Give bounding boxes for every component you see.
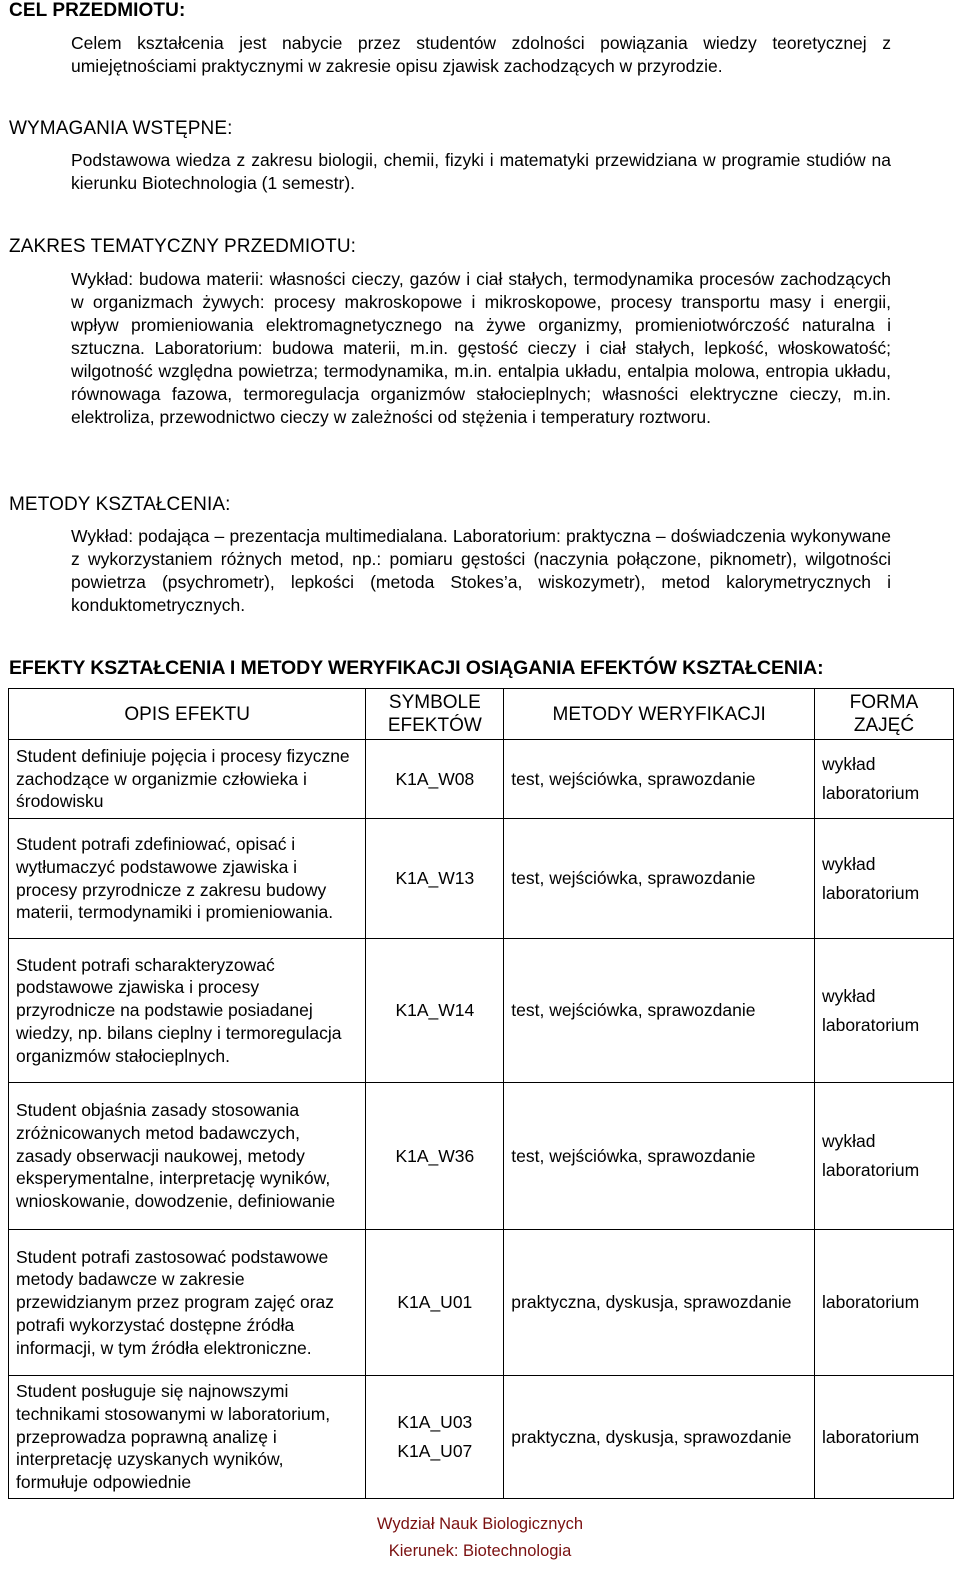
wymagania-heading: WYMAGANIA WSTĘPNE: [9,118,233,139]
metody-heading: METODY KSZTAŁCENIA: [9,494,231,515]
symbol: K1A_W36 [395,1145,475,1166]
forma-item: laboratorium [821,1426,920,1447]
symbole-cell [366,740,504,819]
symbol: K1A_W13 [395,868,475,888]
symbol: K1A_U01 [397,1292,473,1312]
symbole-cell [366,1230,504,1376]
forma-cell [814,740,953,819]
forma-item: wykład [821,1131,876,1151]
forma-item: laboratorium [821,1292,920,1312]
efekty-heading: EFEKTY KSZTAŁCENIA I METODY WERYFIKACJI OSIĄGANIA EFEKTÓW KSZTAŁCENIA: [9,657,824,679]
table-row [9,939,954,1083]
metody-cell: test, wejściówka, sprawozdanie [504,1083,815,1230]
forma-cell [814,1230,953,1376]
metody-cell: test, wejściówka, sprawozdanie [504,819,815,939]
metody-text: Wykład: podająca – prezentacja multimedialana. Laboratorium: praktyczna – doświadczenia wykonywane z wykorzystaniem różnych metod, np.: pomiaru gęstości (naczynia połączone, piknometr), wilgotności powietrza (psychrometr), lepkości (metoda Stokes’a, wiskozymetr), metod kalorymetrycznych i konduktometrycznych. [71,526,891,615]
opis-cell: Student objaśnia zasady stosowania zróżnicowanych metod badawczych, zasady obserwacji naukowej, metody eksperymentalne, interpretację wyników, wnioskowanie, dowodzenie, definiowanie [9,1083,366,1230]
symbole-cell [366,1083,504,1230]
opis-cell: Student potrafi zastosować podstawowe metody badawcze w zakresie przewidzianym przez program zajęć oraz potrafi wykorzystać dostępne źródła informacji, w tym źródła elektroniczne. [9,1230,366,1376]
forma-item: laboratorium [821,882,920,903]
table-row [9,1230,954,1376]
symbole-cell [366,819,504,939]
cel-heading: CEL PRZEDMIOTU: [9,0,186,21]
symbol: K1A_W14 [395,1000,475,1020]
metody-cell: praktyczna, dyskusja, sprawozdanie [504,1376,815,1499]
efekty-table [8,688,954,1499]
metody-cell: test, wejściówka, sprawozdanie [504,939,815,1083]
forma-item: laboratorium [821,1160,920,1180]
table-row [9,740,954,819]
table-header-row [9,689,954,740]
col-forma-header: FORMA ZAJĘĆ [814,689,953,740]
opis-cell: Student potrafi zdefiniować, opisać i wytłumaczyć podstawowe zjawiska i procesy przyrodnicze z zakresu budowy materii, termodynamiki i promieniowania. [9,819,366,939]
zakres-text: Wykład: budowa materii: własności cieczy, gazów i ciał stałych, termodynamika procesów zachodzących w organizmach żywych: procesy makroskopowe i mikroskopowe, procesy transportu masy i energii, wpływ promieniowania elektromagnetycznego na żywe organizmy, promieniotwórczość naturalna i sztuczna. Laboratorium: budowa materii, m.in. gęstość cieczy i ciał stałych, lepkość, włoskowatość; wilgotność względna powietrza; termodynamika, m.in. entalpia układu, entalpia molowa, entropia układu, równowaga fazowa, termoregulacja organizmów stałocieplnych; własności elektryczne cieczy, m.in. elektroliza, przewodnictwo cieczy w zależności od stężenia i temperatury roztworu. [71,269,891,427]
metody-cell: praktyczna, dyskusja, sprawozdanie [504,1230,815,1376]
footer-field: Kierunek: Biotechnologia [388,1542,572,1560]
table-row [9,819,954,939]
symbol: K1A_W08 [395,768,475,789]
col-symbole-header: SYMBOLE EFEKTÓW [366,689,504,740]
metody-cell: test, wejściówka, sprawozdanie [504,740,815,819]
opis-cell: Student definiuje pojęcia i procesy fizyczne zachodzące w organizmie człowieka i środowisku [9,740,366,819]
forma-item: wykład [821,853,876,874]
zakres-heading: ZAKRES TEMATYCZNY PRZEDMIOTU: [9,236,357,257]
table-row [9,1376,954,1499]
table-row [9,1083,954,1230]
col-opis-header: OPIS EFEKTU [9,689,366,740]
col-metody-header: METODY WERYFIKACJI [504,689,815,740]
symbol: K1A_U03 [397,1412,473,1432]
cel-text: Celem kształcenia jest nabycie przez studentów zdolności powiązania wiedzy teoretycznej z umiejętnościami praktycznymi w zakresie opisu zjawisk zachodzących w przyrodzie. [71,33,891,76]
wymagania-text: Podstawowa wiedza z zakresu biologii, chemii, fizyki i matematyki przewidziana w programie studiów na kierunku Biotechnologia (1 semestr). [71,150,891,193]
forma-item: wykład [821,985,876,1006]
footer-faculty: Wydział Nauk Biologicznych [376,1515,584,1533]
forma-cell [814,1376,953,1499]
symbole-cell [366,1376,504,1499]
opis-cell: Student potrafi scharakteryzować podstawowe zjawiska i procesy przyrodnicze na podstawie posiadanej wiedzy, np. bilans cieplny i termoregulacja organizmów stałocieplnych. [9,939,366,1083]
symbole-cell [366,939,504,1083]
forma-cell [814,819,953,939]
forma-cell [814,1083,953,1230]
forma-cell [814,939,953,1083]
opis-cell: Student posługuje się najnowszymi technikami stosowanymi w laboratorium, przeprowadza poprawną analizę i interpretację uzyskanych wyników, formułuje odpowiednie [9,1376,366,1499]
symbol: K1A_U07 [397,1441,473,1461]
forma-item: laboratorium [821,1014,920,1035]
forma-item: laboratorium [821,783,920,803]
forma-item: wykład [821,754,876,774]
